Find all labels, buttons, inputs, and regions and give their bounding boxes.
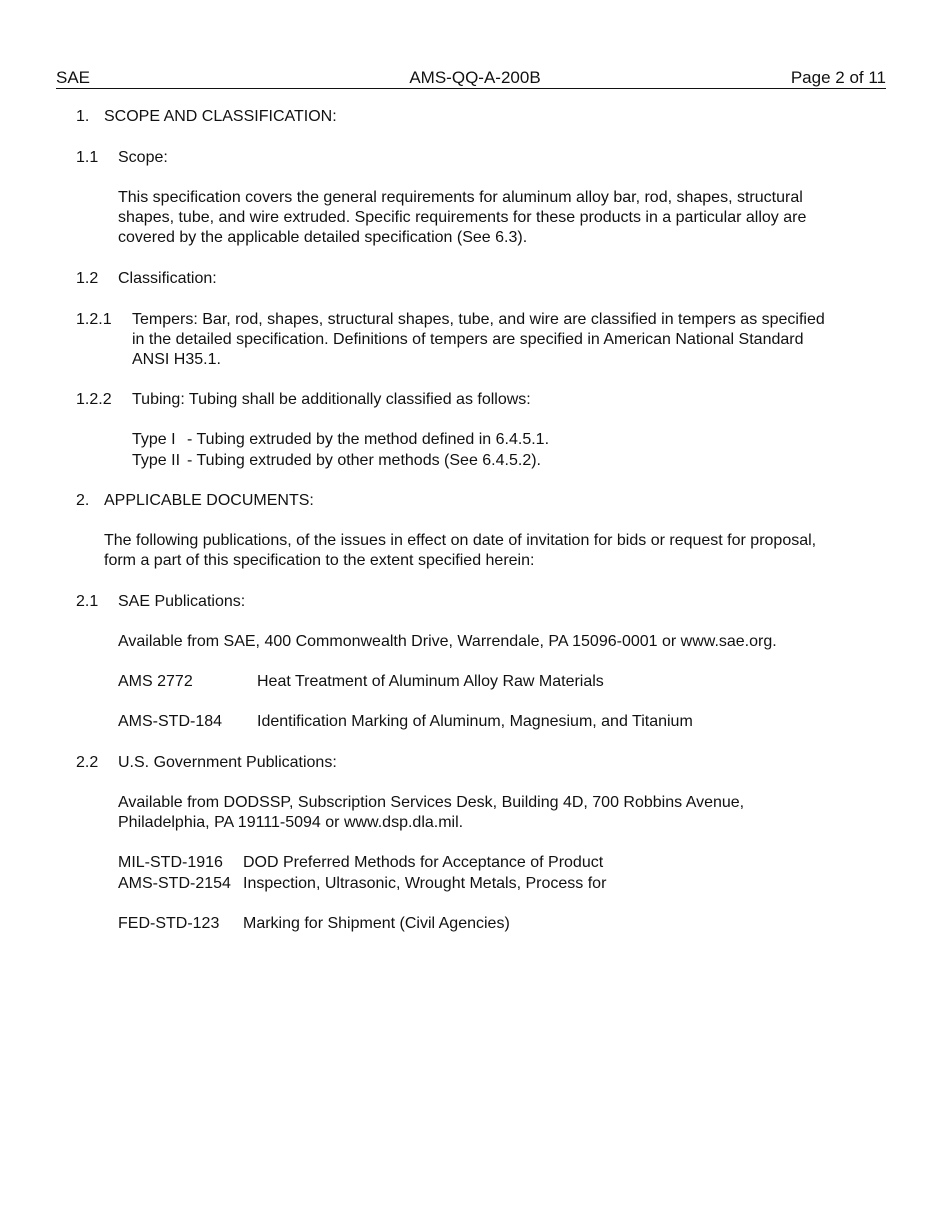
paragraph-line: The following publications, of the issues in effect on date of invitation for bids or request for proposal, bbox=[104, 532, 817, 549]
paragraph-line: shapes, tube, and wire extruded. Specific requirements for these products in a particular alloy are bbox=[118, 209, 807, 226]
paragraph-line: Philadelphia, PA 19111-5094 or www.dsp.dla.mil. bbox=[118, 814, 464, 831]
section-heading: SCOPE AND CLASSIFICATION: bbox=[104, 108, 337, 125]
page-header bbox=[56, 68, 886, 89]
section-heading: Scope: bbox=[118, 149, 168, 166]
applicable-docs-paragraph bbox=[104, 531, 816, 571]
type-description: - Tubing extruded by other methods (See 6.4.5.2). bbox=[187, 452, 541, 469]
document-title: Identification Marking of Aluminum, Magnesium, and Titanium bbox=[257, 713, 693, 730]
section-number: 2.1 bbox=[76, 593, 99, 610]
document-code: FED-STD-123 bbox=[118, 915, 220, 932]
paragraph-line: covered by the applicable detailed specification (See 6.3). bbox=[118, 229, 528, 246]
paragraph-line: Tempers: Bar, rod, shapes, structural shapes, tube, and wire are classified in tempers as specified bbox=[132, 311, 825, 328]
availability-text: Available from SAE, 400 Commonwealth Drive, Warrendale, PA 15096-0001 or www.sae.org. bbox=[118, 633, 777, 650]
paragraph-line: Available from DODSSP, Subscription Services Desk, Building 4D, 700 Robbins Avenue, bbox=[118, 794, 745, 811]
section-number: 2.2 bbox=[76, 754, 99, 771]
header-doc-number: AMS-QQ-A-200B bbox=[409, 68, 541, 87]
section-heading: SAE Publications: bbox=[118, 593, 246, 610]
paragraph-line: in the detailed specification. Definitions of tempers are specified in American National Standard bbox=[132, 331, 804, 348]
section-number: 1.2.2 bbox=[76, 391, 112, 408]
paragraph-line: form a part of this specification to the extent specified herein: bbox=[104, 552, 535, 569]
document-code: AMS-STD-184 bbox=[118, 713, 223, 730]
document-title: Heat Treatment of Aluminum Alloy Raw Materials bbox=[257, 673, 604, 690]
section-number: 1.2.1 bbox=[76, 311, 112, 328]
paragraph-line: This specification covers the general requirements for aluminum alloy bar, rod, shapes, structural bbox=[118, 189, 803, 206]
section-heading: U.S. Government Publications: bbox=[118, 754, 337, 771]
availability-paragraph bbox=[118, 793, 744, 833]
section-heading: APPLICABLE DOCUMENTS: bbox=[104, 492, 314, 509]
document-code: MIL-STD-1916 bbox=[118, 854, 223, 871]
document-title: DOD Preferred Methods for Acceptance of Product bbox=[243, 854, 604, 871]
document-title: Marking for Shipment (Civil Agencies) bbox=[243, 915, 510, 932]
section-number: 1. bbox=[76, 108, 90, 125]
section-number: 1.2 bbox=[76, 270, 99, 287]
scope-paragraph bbox=[118, 188, 806, 248]
section-number: 1.1 bbox=[76, 149, 99, 166]
type-label: Type I bbox=[132, 431, 176, 448]
tempers-paragraph bbox=[132, 310, 825, 370]
section-heading: Classification: bbox=[118, 270, 217, 287]
header-org: SAE bbox=[56, 68, 91, 87]
document-code: AMS-STD-2154 bbox=[118, 875, 231, 892]
tubing-text: Tubing: Tubing shall be additionally classified as follows: bbox=[132, 391, 531, 408]
type-label: Type II bbox=[132, 452, 181, 469]
section-number: 2. bbox=[76, 492, 90, 509]
header-page-number: Page 2 of 11 bbox=[790, 68, 886, 87]
document-title: Inspection, Ultrasonic, Wrought Metals, Process for bbox=[243, 875, 607, 892]
type-description: - Tubing extruded by the method defined in 6.4.5.1. bbox=[187, 431, 550, 448]
document-code: AMS 2772 bbox=[118, 673, 193, 690]
paragraph-line: ANSI H35.1. bbox=[132, 351, 221, 368]
